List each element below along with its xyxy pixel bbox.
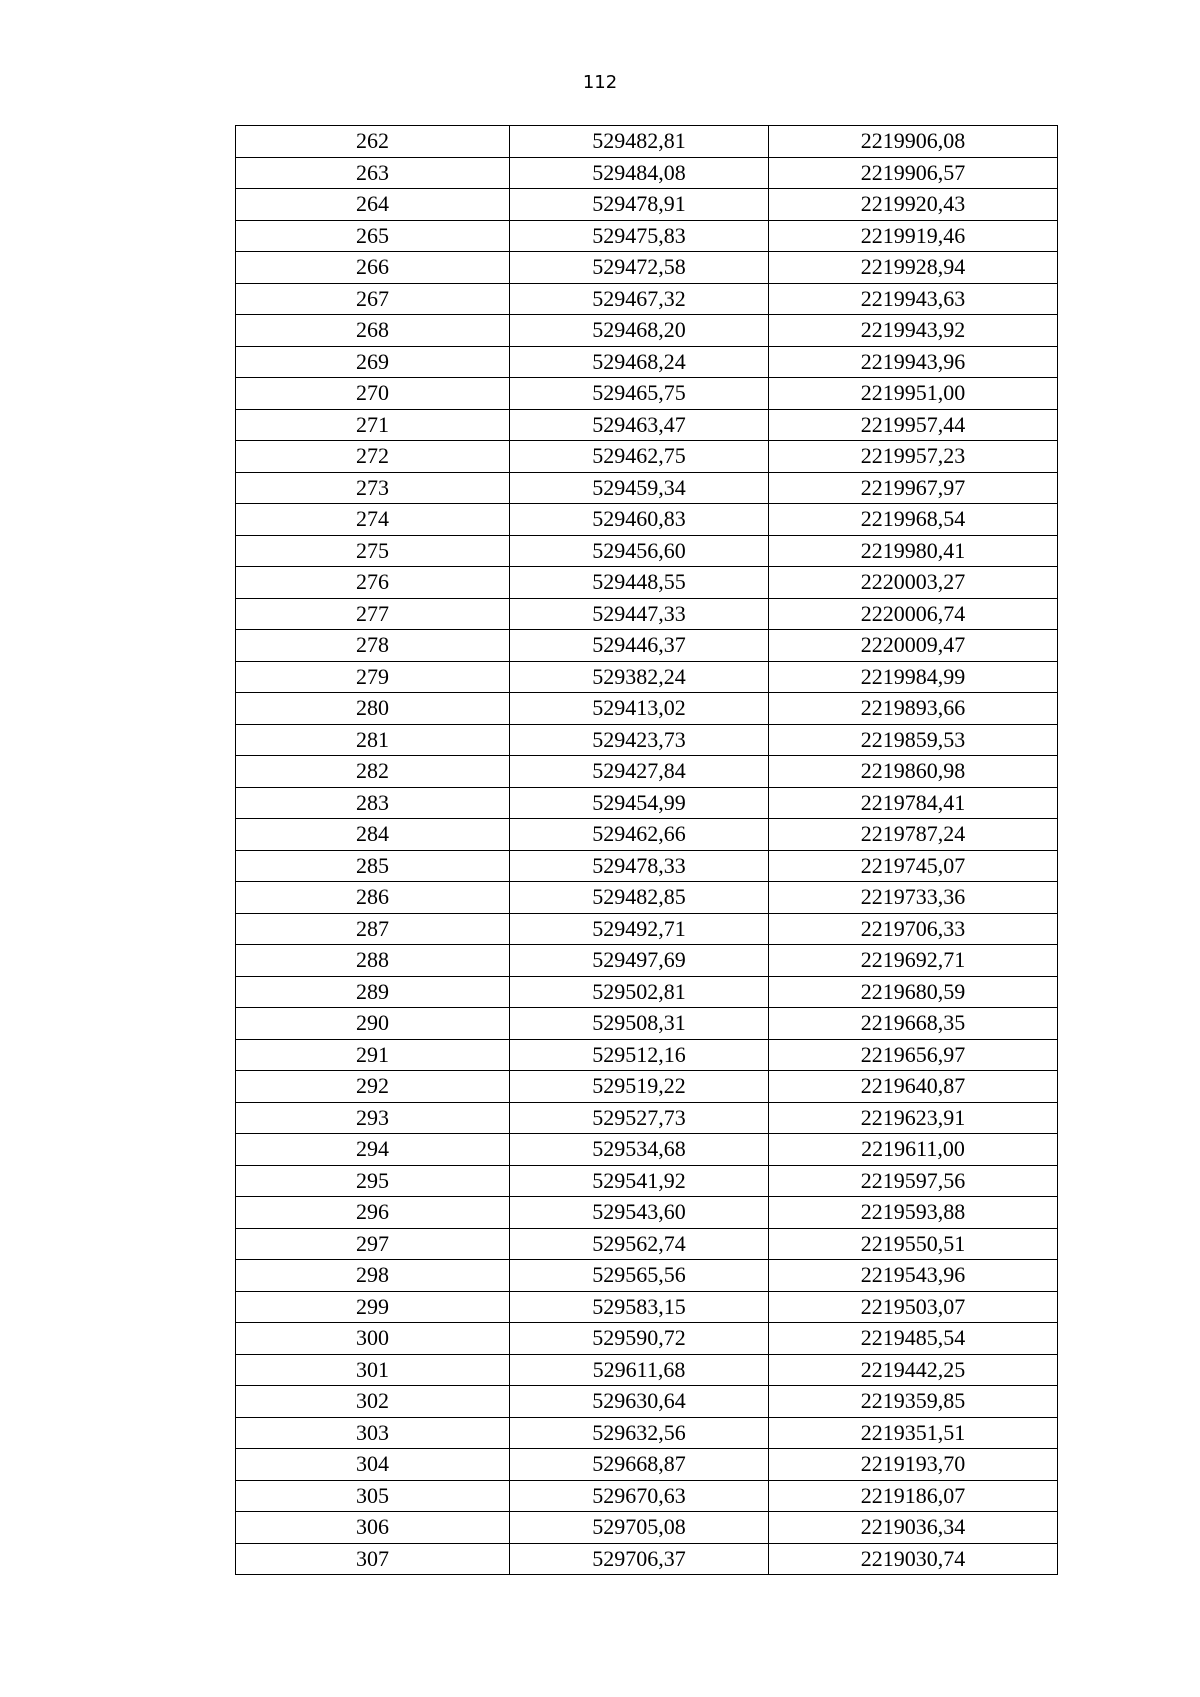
point-number-cell: 297: [236, 1228, 510, 1260]
x-coordinate-cell: 529632,56: [510, 1417, 769, 1449]
table-row: [236, 378, 1058, 410]
table-row: [236, 1417, 1058, 1449]
point-number-cell: 267: [236, 283, 510, 315]
point-number-cell: 304: [236, 1449, 510, 1481]
x-coordinate-cell: 529670,63: [510, 1480, 769, 1512]
y-coordinate-cell: 2219611,00: [769, 1134, 1058, 1166]
table-row: [236, 189, 1058, 221]
y-coordinate-cell: 2220003,27: [769, 567, 1058, 599]
x-coordinate-cell: 529534,68: [510, 1134, 769, 1166]
point-number-cell: 301: [236, 1354, 510, 1386]
y-coordinate-cell: 2219485,54: [769, 1323, 1058, 1355]
point-number-cell: 306: [236, 1512, 510, 1544]
point-number-cell: 276: [236, 567, 510, 599]
y-coordinate-cell: 2219640,87: [769, 1071, 1058, 1103]
y-coordinate-cell: 2219860,98: [769, 756, 1058, 788]
point-number-cell: 289: [236, 976, 510, 1008]
table-row: [236, 1039, 1058, 1071]
table-row: [236, 567, 1058, 599]
table-row: [236, 661, 1058, 693]
y-coordinate-cell: 2219668,35: [769, 1008, 1058, 1040]
table-row: [236, 1228, 1058, 1260]
x-coordinate-cell: 529519,22: [510, 1071, 769, 1103]
table-row: [236, 945, 1058, 977]
y-coordinate-cell: 2219968,54: [769, 504, 1058, 536]
table-row: [236, 850, 1058, 882]
point-number-cell: 278: [236, 630, 510, 662]
table-row: [236, 157, 1058, 189]
point-number-cell: 283: [236, 787, 510, 819]
table-row: [236, 1480, 1058, 1512]
x-coordinate-cell: 529630,64: [510, 1386, 769, 1418]
point-number-cell: 302: [236, 1386, 510, 1418]
y-coordinate-cell: 2219920,43: [769, 189, 1058, 221]
x-coordinate-cell: 529462,66: [510, 819, 769, 851]
point-number-cell: 287: [236, 913, 510, 945]
y-coordinate-cell: 2219036,34: [769, 1512, 1058, 1544]
table-row: [236, 598, 1058, 630]
y-coordinate-cell: 2219859,53: [769, 724, 1058, 756]
y-coordinate-cell: 2219680,59: [769, 976, 1058, 1008]
y-coordinate-cell: 2219692,71: [769, 945, 1058, 977]
y-coordinate-cell: 2219359,85: [769, 1386, 1058, 1418]
y-coordinate-cell: 2219030,74: [769, 1543, 1058, 1575]
y-coordinate-cell: 2219351,51: [769, 1417, 1058, 1449]
page-number: 112: [582, 72, 618, 93]
y-coordinate-cell: 2219919,46: [769, 220, 1058, 252]
point-number-cell: 285: [236, 850, 510, 882]
table-row: [236, 441, 1058, 473]
point-number-cell: 294: [236, 1134, 510, 1166]
y-coordinate-cell: 2219984,99: [769, 661, 1058, 693]
point-number-cell: 269: [236, 346, 510, 378]
point-number-cell: 282: [236, 756, 510, 788]
table-row: [236, 913, 1058, 945]
point-number-cell: 284: [236, 819, 510, 851]
x-coordinate-cell: 529706,37: [510, 1543, 769, 1575]
x-coordinate-cell: 529527,73: [510, 1102, 769, 1134]
table-row: [236, 1197, 1058, 1229]
point-number-cell: 296: [236, 1197, 510, 1229]
table-row: [236, 252, 1058, 284]
x-coordinate-cell: 529463,47: [510, 409, 769, 441]
x-coordinate-cell: 529497,69: [510, 945, 769, 977]
y-coordinate-cell: 2219906,57: [769, 157, 1058, 189]
x-coordinate-cell: 529484,08: [510, 157, 769, 189]
x-coordinate-cell: 529543,60: [510, 1197, 769, 1229]
point-number-cell: 274: [236, 504, 510, 536]
x-coordinate-cell: 529413,02: [510, 693, 769, 725]
table-row: [236, 409, 1058, 441]
table-row: [236, 1165, 1058, 1197]
x-coordinate-cell: 529460,83: [510, 504, 769, 536]
x-coordinate-cell: 529502,81: [510, 976, 769, 1008]
x-coordinate-cell: 529508,31: [510, 1008, 769, 1040]
y-coordinate-cell: 2220006,74: [769, 598, 1058, 630]
y-coordinate-cell: 2219656,97: [769, 1039, 1058, 1071]
x-coordinate-cell: 529456,60: [510, 535, 769, 567]
point-number-cell: 286: [236, 882, 510, 914]
point-number-cell: 263: [236, 157, 510, 189]
table-row: [236, 504, 1058, 536]
y-coordinate-cell: 2219943,96: [769, 346, 1058, 378]
point-number-cell: 265: [236, 220, 510, 252]
x-coordinate-cell: 529565,56: [510, 1260, 769, 1292]
table-row: [236, 472, 1058, 504]
y-coordinate-cell: 2219543,96: [769, 1260, 1058, 1292]
table-row: [236, 882, 1058, 914]
x-coordinate-cell: 529462,75: [510, 441, 769, 473]
point-number-cell: 303: [236, 1417, 510, 1449]
x-coordinate-cell: 529467,32: [510, 283, 769, 315]
x-coordinate-cell: 529465,75: [510, 378, 769, 410]
x-coordinate-cell: 529468,20: [510, 315, 769, 347]
point-number-cell: 272: [236, 441, 510, 473]
x-coordinate-cell: 529512,16: [510, 1039, 769, 1071]
y-coordinate-cell: 2219951,00: [769, 378, 1058, 410]
x-coordinate-cell: 529448,55: [510, 567, 769, 599]
y-coordinate-cell: 2219503,07: [769, 1291, 1058, 1323]
y-coordinate-cell: 2219745,07: [769, 850, 1058, 882]
point-number-cell: 298: [236, 1260, 510, 1292]
point-number-cell: 292: [236, 1071, 510, 1103]
x-coordinate-cell: 529468,24: [510, 346, 769, 378]
table-row: [236, 315, 1058, 347]
point-number-cell: 290: [236, 1008, 510, 1040]
point-number-cell: 271: [236, 409, 510, 441]
coordinates-table-body: [236, 126, 1058, 1575]
table-row: [236, 283, 1058, 315]
x-coordinate-cell: 529427,84: [510, 756, 769, 788]
table-row: [236, 1354, 1058, 1386]
table-row: [236, 1323, 1058, 1355]
y-coordinate-cell: 2219597,56: [769, 1165, 1058, 1197]
table-row: [236, 535, 1058, 567]
table-row: [236, 1543, 1058, 1575]
point-number-cell: 280: [236, 693, 510, 725]
y-coordinate-cell: 2219980,41: [769, 535, 1058, 567]
x-coordinate-cell: 529668,87: [510, 1449, 769, 1481]
table-row: [236, 1449, 1058, 1481]
x-coordinate-cell: 529447,33: [510, 598, 769, 630]
y-coordinate-cell: 2219186,07: [769, 1480, 1058, 1512]
y-coordinate-cell: 2219784,41: [769, 787, 1058, 819]
y-coordinate-cell: 2219623,91: [769, 1102, 1058, 1134]
table-row: [236, 1071, 1058, 1103]
point-number-cell: 277: [236, 598, 510, 630]
y-coordinate-cell: 2219906,08: [769, 126, 1058, 158]
point-number-cell: 268: [236, 315, 510, 347]
y-coordinate-cell: 2219957,44: [769, 409, 1058, 441]
x-coordinate-cell: 529482,85: [510, 882, 769, 914]
table-row: [236, 1102, 1058, 1134]
table-row: [236, 630, 1058, 662]
point-number-cell: 275: [236, 535, 510, 567]
x-coordinate-cell: 529478,91: [510, 189, 769, 221]
x-coordinate-cell: 529583,15: [510, 1291, 769, 1323]
table-row: [236, 787, 1058, 819]
table-row: [236, 1512, 1058, 1544]
x-coordinate-cell: 529382,24: [510, 661, 769, 693]
point-number-cell: 270: [236, 378, 510, 410]
x-coordinate-cell: 529492,71: [510, 913, 769, 945]
y-coordinate-cell: 2219787,24: [769, 819, 1058, 851]
table-row: [236, 346, 1058, 378]
table-row: [236, 126, 1058, 158]
point-number-cell: 266: [236, 252, 510, 284]
table-row: [236, 1134, 1058, 1166]
table-row: [236, 1386, 1058, 1418]
y-coordinate-cell: 2219957,23: [769, 441, 1058, 473]
x-coordinate-cell: 529454,99: [510, 787, 769, 819]
table-row: [236, 976, 1058, 1008]
y-coordinate-cell: 2219442,25: [769, 1354, 1058, 1386]
point-number-cell: 291: [236, 1039, 510, 1071]
coordinates-table: [235, 125, 1058, 1575]
point-number-cell: 273: [236, 472, 510, 504]
y-coordinate-cell: 2219967,97: [769, 472, 1058, 504]
table-row: [236, 220, 1058, 252]
y-coordinate-cell: 2219928,94: [769, 252, 1058, 284]
y-coordinate-cell: 2219943,92: [769, 315, 1058, 347]
x-coordinate-cell: 529611,68: [510, 1354, 769, 1386]
table-row: [236, 1260, 1058, 1292]
x-coordinate-cell: 529541,92: [510, 1165, 769, 1197]
y-coordinate-cell: 2219550,51: [769, 1228, 1058, 1260]
x-coordinate-cell: 529482,81: [510, 126, 769, 158]
table-row: [236, 756, 1058, 788]
point-number-cell: 300: [236, 1323, 510, 1355]
x-coordinate-cell: 529590,72: [510, 1323, 769, 1355]
x-coordinate-cell: 529705,08: [510, 1512, 769, 1544]
point-number-cell: 307: [236, 1543, 510, 1575]
x-coordinate-cell: 529478,33: [510, 850, 769, 882]
y-coordinate-cell: 2219706,33: [769, 913, 1058, 945]
point-number-cell: 293: [236, 1102, 510, 1134]
point-number-cell: 264: [236, 189, 510, 221]
table-row: [236, 724, 1058, 756]
table-row: [236, 1008, 1058, 1040]
point-number-cell: 288: [236, 945, 510, 977]
x-coordinate-cell: 529423,73: [510, 724, 769, 756]
table-row: [236, 693, 1058, 725]
table-row: [236, 1291, 1058, 1323]
x-coordinate-cell: 529475,83: [510, 220, 769, 252]
y-coordinate-cell: 2219733,36: [769, 882, 1058, 914]
y-coordinate-cell: 2219893,66: [769, 693, 1058, 725]
point-number-cell: 279: [236, 661, 510, 693]
table-row: [236, 819, 1058, 851]
point-number-cell: 281: [236, 724, 510, 756]
x-coordinate-cell: 529459,34: [510, 472, 769, 504]
y-coordinate-cell: 2219593,88: [769, 1197, 1058, 1229]
point-number-cell: 295: [236, 1165, 510, 1197]
point-number-cell: 305: [236, 1480, 510, 1512]
x-coordinate-cell: 529562,74: [510, 1228, 769, 1260]
x-coordinate-cell: 529446,37: [510, 630, 769, 662]
y-coordinate-cell: 2219943,63: [769, 283, 1058, 315]
point-number-cell: 262: [236, 126, 510, 158]
y-coordinate-cell: 2219193,70: [769, 1449, 1058, 1481]
point-number-cell: 299: [236, 1291, 510, 1323]
x-coordinate-cell: 529472,58: [510, 252, 769, 284]
y-coordinate-cell: 2220009,47: [769, 630, 1058, 662]
